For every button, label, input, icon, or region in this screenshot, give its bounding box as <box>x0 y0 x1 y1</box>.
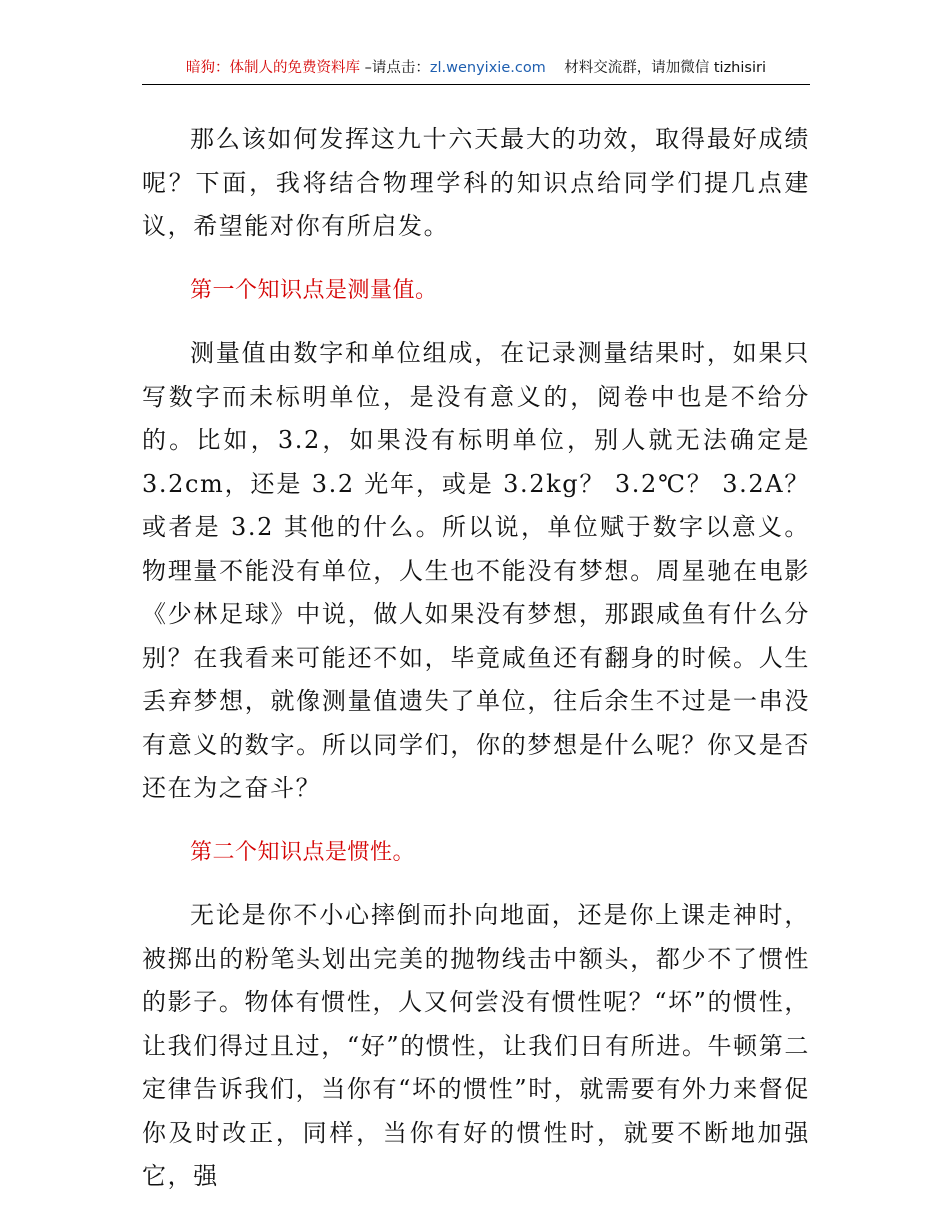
section-heading-1: 第一个知识点是测量值。 <box>190 277 438 303</box>
section-paragraph-2: 无论是你不小心摔倒而扑向地面，还是你上课走神时，被掷出的粉笔头划出完美的抛物线击中额头，都少不了惯性的影子。物体有惯性，人又何尝没有惯性呢？“坏”的惯性，让我们得过且过，“好”的惯性，让我们日有所进。牛顿第二定律告诉我们，当你有“坏的惯性”时，就需要有外力来督促你及时改正，同样，当你有好的惯性时，就要不断地加强它，强 <box>142 901 810 1190</box>
spacer <box>142 249 810 269</box>
spacer <box>142 811 810 831</box>
section-paragraph-1: 测量值由数字和单位组成，在记录测量结果时，如果只写数字而未标明单位，是没有意义的，阅卷中也是不给分的。比如，3.2，如果没有标明单位，别人就无法确定是 3.2cm，还是 3.2 光年，或是 3.2kg？ 3.2℃？ 3.2A？或者是 3.2 其他的什么。所以说，单位赋于数字以意义。物理量不能没有单位，人生也不能没有梦想。周星驰在电影《少林足球》中说，做人如果没有梦想，那跟咸鱼有什么分别？在我看来可能还不如，毕竟咸鱼还有翻身的时候。人生丢弃梦想，就像测量值遗失了单位，往后余生不过是一串没有意义的数字。所以同学们，你的梦想是什么呢？你又是否还在为之奋斗？ <box>142 339 810 802</box>
spacer <box>142 312 810 332</box>
header-site-name: 暗狗：体制人的免费资料库 <box>186 60 361 76</box>
document-body <box>142 118 810 1199</box>
spacer <box>142 874 810 894</box>
page-header <box>142 56 810 85</box>
intro-paragraph: 那么该如何发挥这九十六天最大的功效，取得最好成绩呢？下面，我将结合物理学科的知识点给同学们提几点建议，希望能对你有所启发。 <box>142 125 810 240</box>
section-heading-2: 第二个知识点是惯性。 <box>190 839 416 865</box>
header-group-text: 材料交流群，请加微信 tizhisiri <box>564 60 766 76</box>
header-link[interactable]: zl.wenyixie.com <box>429 60 546 76</box>
header-link-prompt: –请点击： <box>360 60 430 76</box>
